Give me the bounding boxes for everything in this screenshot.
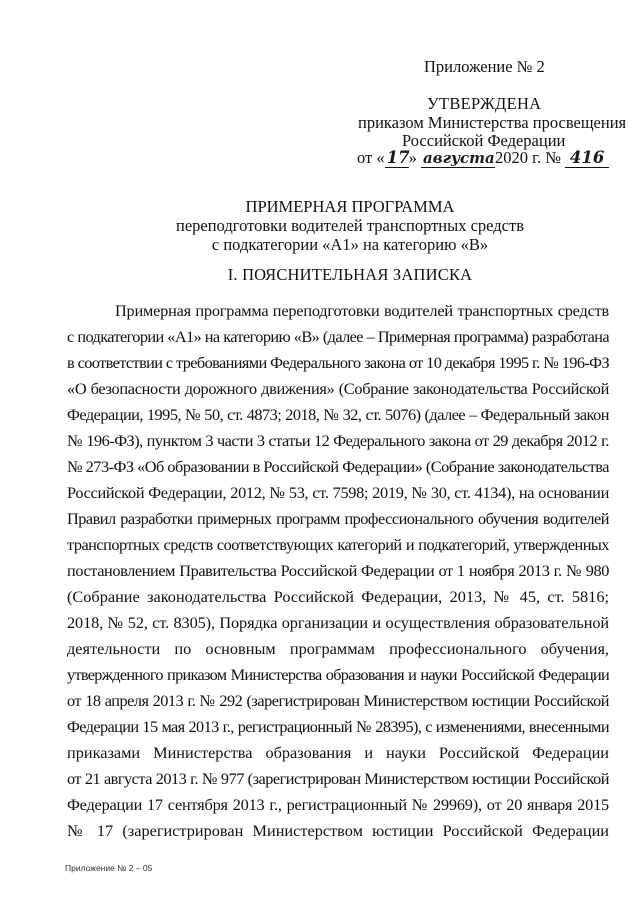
body-line: утвержденного приказом Министерства образования и науки Российской Федерации [67, 665, 609, 684]
body-line: № 273-ФЗ «Об образовании в Российской Федерации» (Собрание законодательства [67, 457, 609, 476]
body-line: постановлением Правительства Российской Федерации от 1 ноября 2013 г. № 980 [67, 561, 609, 580]
handwritten-order-number: 416 [565, 148, 609, 168]
date-prefix: от « [357, 148, 385, 167]
body-line: деятельности по основным программам профессионального обучения, [67, 639, 609, 658]
body-line: № 17 (зарегистрирован Министерством юстиции Российской Федерации [67, 821, 609, 840]
body-line: «О безопасности дорожного движения» (Собрание законодательства Российской [67, 379, 609, 398]
date-mid: » [408, 148, 417, 167]
program-title-line2: переподготовки водителей транспортных средств [176, 216, 524, 235]
date-year: 2020 г. № [495, 148, 562, 167]
body-line: транспортных средств соответствующих категорий и подкатегорий, утвержденных [67, 535, 609, 554]
body-line: приказами Министерства образования и науки Российской Федерации [67, 743, 609, 762]
body-line: Федерации 17 сентября 2013 г., регистрационный № 29969), от 20 января 2015 [67, 795, 609, 814]
body-line: 2018, № 52, ст. 8305), Порядка организации и осуществления образовательной [67, 613, 609, 632]
program-title-line3: с подкатегории «А1» на категорию «В» [211, 235, 489, 254]
program-title [0, 197, 640, 254]
appendix-label: Приложение № 2 [424, 57, 545, 76]
body-line: Российской Федерации, 2012, № 53, ст. 7598; 2019, № 30, ст. 4134), на основании [67, 483, 609, 502]
handwritten-day: 17 [386, 148, 410, 167]
order-date-line [357, 148, 609, 168]
body-line: в соответствии с требованиями Федерального закона от 10 декабря 1995 г. № 196-ФЗ [67, 353, 609, 372]
body-line: Правил разработки примерных программ профессионального обучения водителей [67, 509, 609, 528]
body-line: Федерации, 1995, № 50, ст. 4873; 2018, № 32, ст. 5076) (далее – Федеральный закон [67, 405, 609, 424]
order-issuer-line: приказом Министерства просвещения [358, 113, 627, 132]
body-line: № 196-ФЗ), пунктом 3 части 3 статьи 12 Федерального закона от 29 декабря 2012 г. [67, 431, 609, 450]
section-heading: I. ПОЯСНИТЕЛЬНАЯ ЗАПИСКА [227, 265, 473, 284]
body-line: от 21 августа 2013 г. № 977 (зарегистрирован Министерством юстиции Российской [67, 769, 609, 788]
program-title-line1: ПРИМЕРНАЯ ПРОГРАММА [245, 197, 455, 216]
body-paragraph [67, 298, 609, 844]
page-footer: Приложение № 2 – 05 [65, 863, 153, 873]
approved-heading: УТВЕРЖДЕНА [427, 94, 542, 113]
body-line: (Собрание законодательства Российской Федерации, 2013, № 45, ст. 5816; [67, 587, 609, 606]
body-line: с подкатегории «А1» на категорию «В» (далее – Примерная программа) разработана [67, 327, 609, 346]
body-line: Федерации 15 мая 2013 г., регистрационный № 28395), с изменениями, внесенными [67, 717, 609, 736]
body-line: от 18 апреля 2013 г. № 292 (зарегистрирован Министерством юстиции Российской [67, 691, 609, 710]
body-line: Примерная программа переподготовки водителей транспортных средств [115, 301, 609, 320]
handwritten-month: августа [423, 149, 495, 167]
order-country-line: Российской Федерации [402, 131, 566, 150]
